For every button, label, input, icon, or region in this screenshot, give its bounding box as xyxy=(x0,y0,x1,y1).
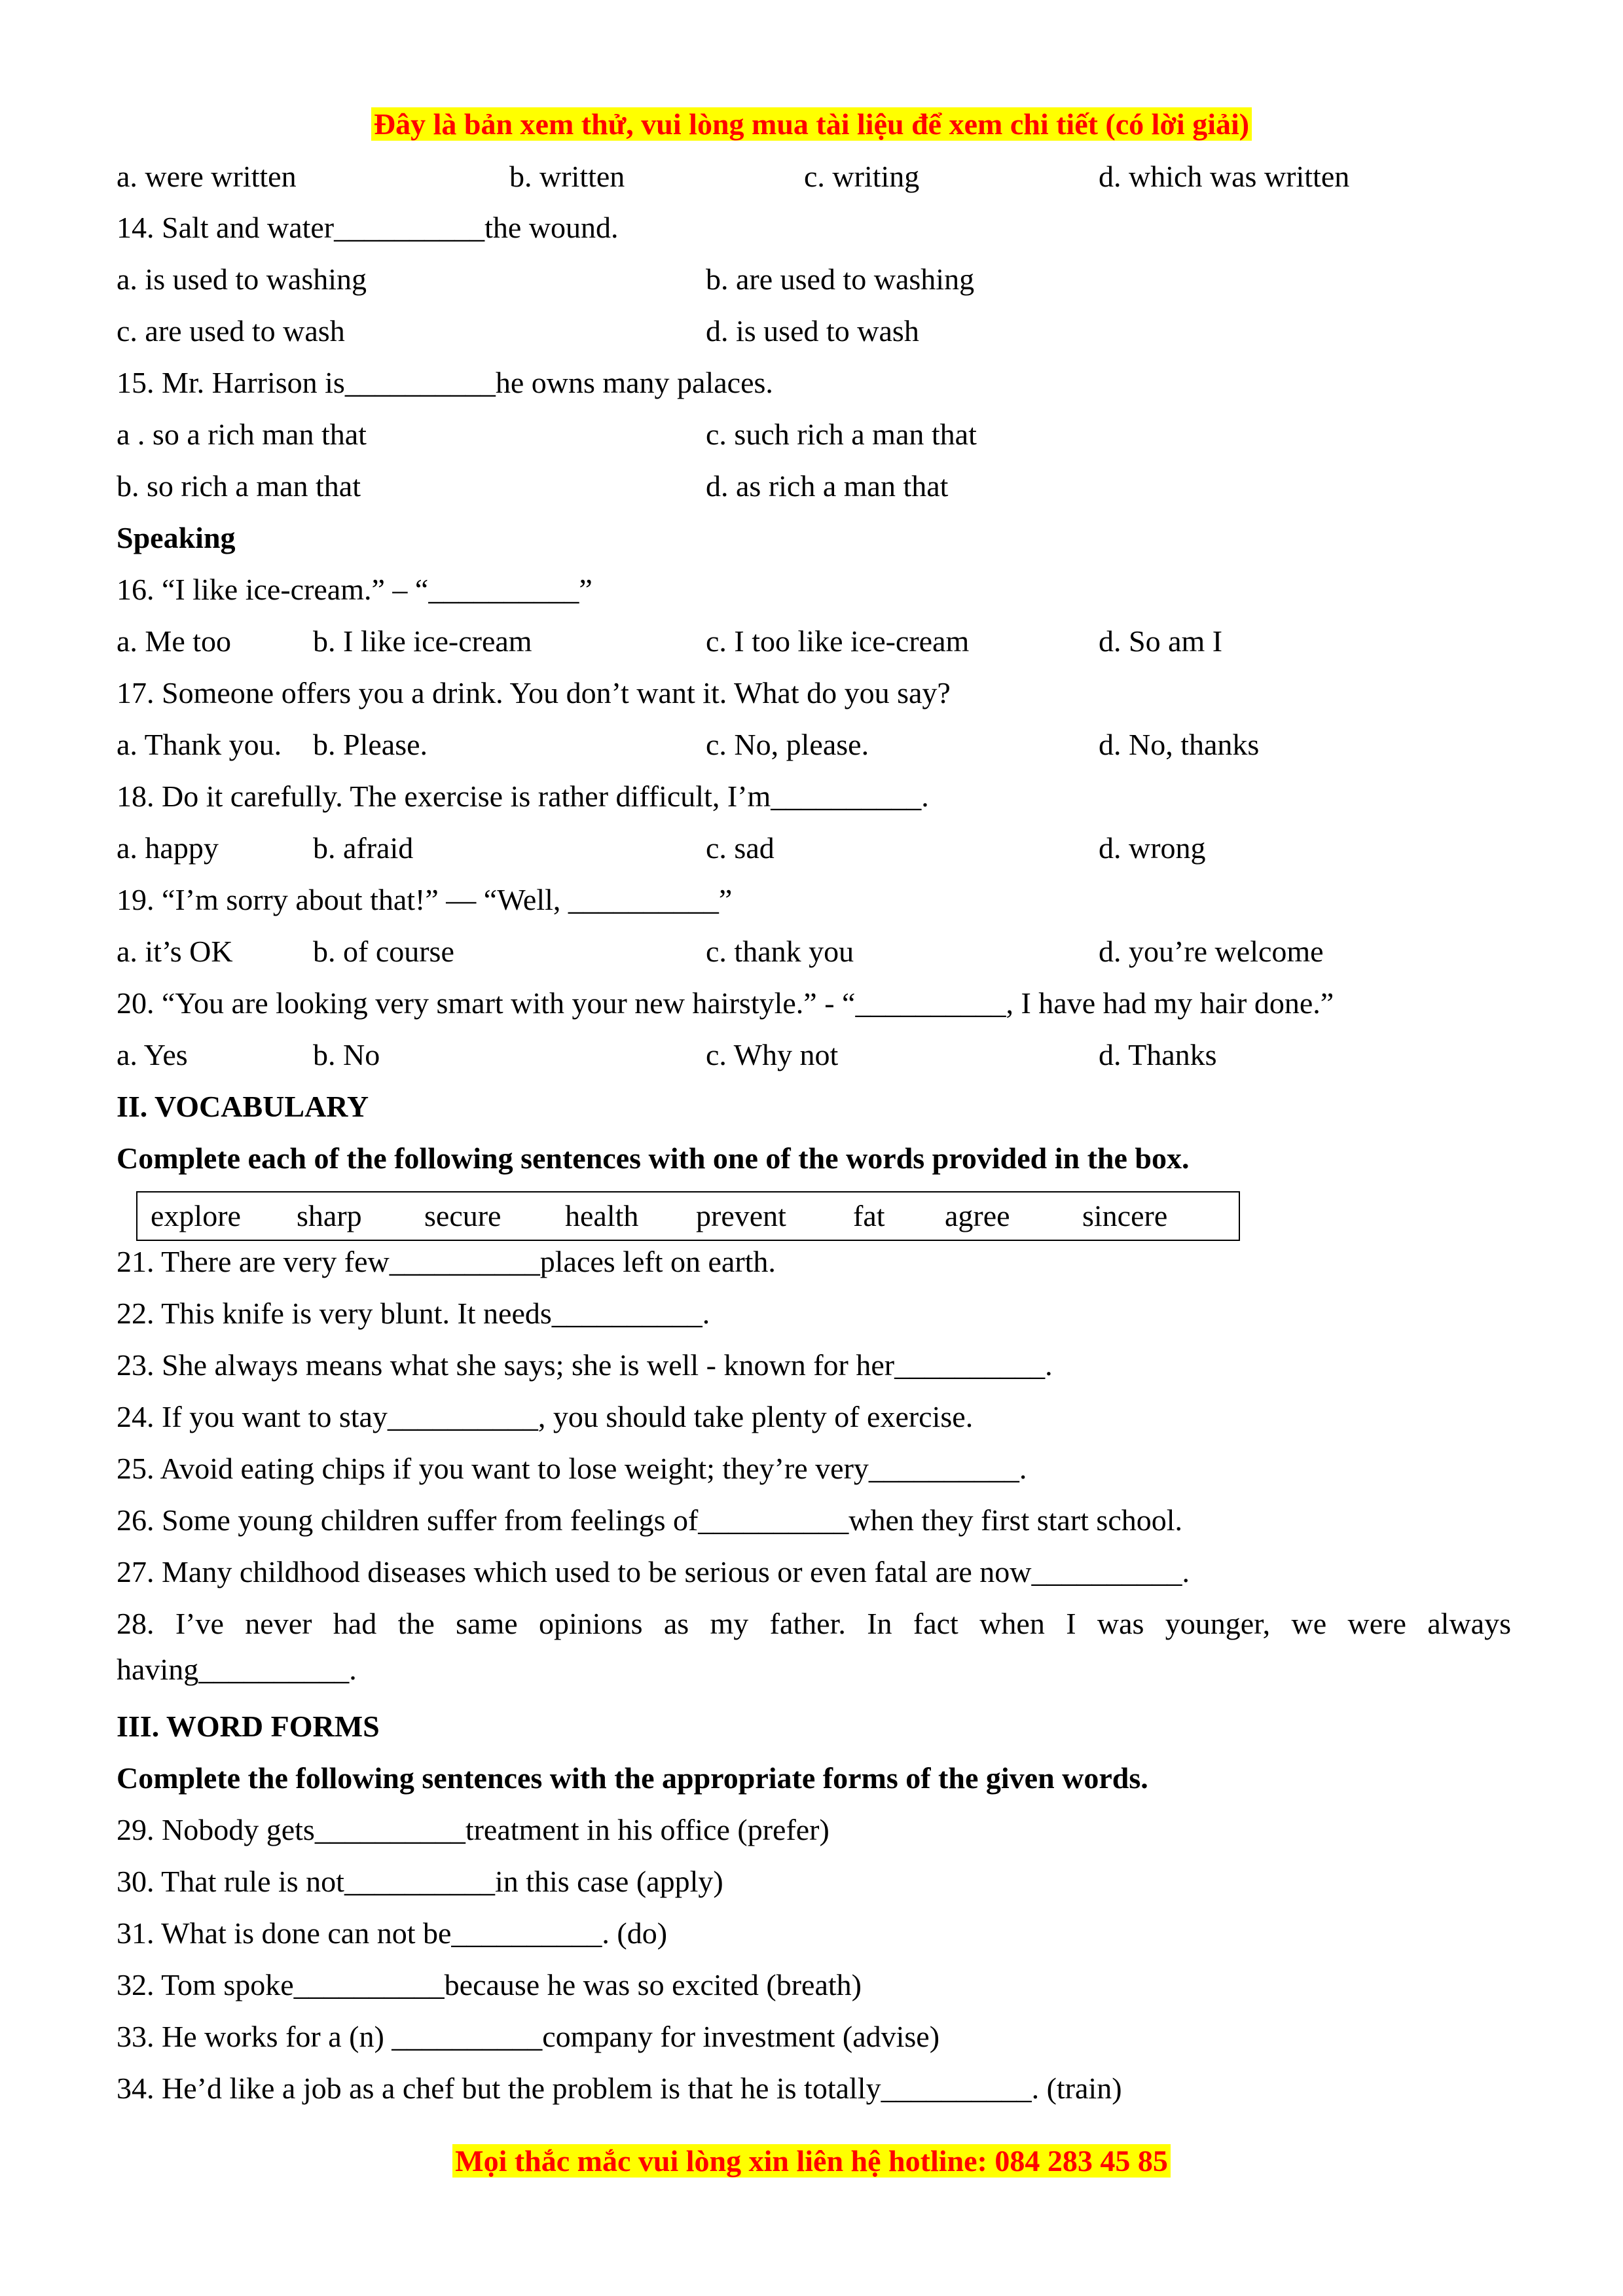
vocab-item-28: 28. I’ve never had the same opinions as my father. In fact when I was younger, we were always having__________. xyxy=(117,1607,1511,1686)
q16-option-a: a. Me too xyxy=(117,624,232,658)
hotline-banner xyxy=(0,2142,1623,2181)
q14-option-b: b. are used to washing xyxy=(706,262,975,296)
word-form-item-34: 34. He’d like a job as a chef but the problem is that he is totally__________. (train) xyxy=(117,2072,1122,2105)
word-form-item-31: 31. What is done can not be__________. (do) xyxy=(117,1916,668,1950)
q18-option-a: a. happy xyxy=(117,831,219,865)
q15-option-d: d. as rich a man that xyxy=(706,469,949,503)
word-box-item: fat xyxy=(853,1199,885,1232)
q14-option-c: c. are used to wash xyxy=(117,314,345,348)
q18-option-d: d. wrong xyxy=(1099,831,1206,865)
q13-option-c: c. writing xyxy=(804,160,920,193)
q19-option-a: a. it’s OK xyxy=(117,935,233,968)
q17-option-c: c. No, please. xyxy=(706,728,869,761)
q17-option-d: d. No, thanks xyxy=(1099,728,1260,761)
word-forms-heading: III. WORD FORMS xyxy=(117,1710,380,1743)
q14-option-a: a. is used to washing xyxy=(117,262,367,296)
word-form-item-33: 33. He works for a (n) __________company for investment (advise) xyxy=(117,2020,940,2053)
vocab-item-23: 23. She always means what she says; she is well - known for her__________. xyxy=(117,1348,1053,1382)
hotline-banner-text: Mọi thắc mắc vui lòng xin liên hệ hotline: 084 283 45 85 xyxy=(452,2144,1171,2178)
q19-stem: 19. “I’m sorry about that!” — “Well, __________” xyxy=(117,883,733,916)
vocab-item-24: 24. If you want to stay__________, you should take plenty of exercise. xyxy=(117,1400,974,1433)
preview-banner-text: Đây là bản xem thử, vui lòng mua tài liệu để xem chi tiết (có lời giải) xyxy=(371,107,1252,141)
word-box xyxy=(136,1191,1240,1241)
q14-stem: 14. Salt and water__________the wound. xyxy=(117,211,619,244)
q16-stem: 16. “I like ice-cream.” – “__________” xyxy=(117,573,593,606)
q15-option-c: c. such rich a man that xyxy=(706,418,977,451)
vocabulary-instruction: Complete each of the following sentences with one of the words provided in the box. xyxy=(117,1141,1190,1175)
preview-banner xyxy=(0,105,1623,144)
q19-option-c: c. thank you xyxy=(706,935,854,968)
word-box-item: explore xyxy=(151,1199,241,1232)
q16-option-c: c. I too like ice-cream xyxy=(706,624,970,658)
q14-option-d: d. is used to wash xyxy=(706,314,919,348)
q15-option-a: a . so a rich man that xyxy=(117,418,367,451)
vocab-item-22: 22. This knife is very blunt. It needs__________. xyxy=(117,1297,710,1330)
word-form-item-32: 32. Tom spoke__________because he was so excited (breath) xyxy=(117,1968,862,2001)
q13-option-a: a. were written xyxy=(117,160,297,193)
word-form-item-30: 30. That rule is not__________in this case (apply) xyxy=(117,1865,723,1898)
q17-option-a: a. Thank you. xyxy=(117,728,282,761)
word-box-item: sincere xyxy=(1082,1199,1168,1232)
q20-option-c: c. Why not xyxy=(706,1038,839,1071)
q15-option-b: b. so rich a man that xyxy=(117,469,361,503)
q19-option-b: b. of course xyxy=(313,935,454,968)
q18-option-c: c. sad xyxy=(706,831,775,865)
q18-stem: 18. Do it carefully. The exercise is rather difficult, I’m__________. xyxy=(117,780,929,813)
q13-option-d: d. which was written xyxy=(1099,160,1350,193)
q16-option-d: d. So am I xyxy=(1099,624,1223,658)
word-box-item: health xyxy=(565,1199,639,1232)
vocab-item-21: 21. There are very few__________places left on earth. xyxy=(117,1245,776,1278)
speaking-heading: Speaking xyxy=(117,521,236,554)
vocab-item-26: 26. Some young children suffer from feelings of__________when they first start school. xyxy=(117,1503,1183,1537)
word-box-item: secure xyxy=(424,1199,501,1232)
vocabulary-heading: II. VOCABULARY xyxy=(117,1090,369,1123)
word-box-item: sharp xyxy=(297,1199,362,1232)
q15-stem: 15. Mr. Harrison is__________he owns many palaces. xyxy=(117,366,773,399)
q17-option-b: b. Please. xyxy=(313,728,428,761)
q20-option-b: b. No xyxy=(313,1038,380,1071)
q20-option-d: d. Thanks xyxy=(1099,1038,1217,1071)
word-box-item: agree xyxy=(945,1199,1010,1232)
vocab-item-25: 25. Avoid eating chips if you want to lose weight; they’re very__________. xyxy=(117,1452,1027,1485)
q17-stem: 17. Someone offers you a drink. You don’t want it. What do you say? xyxy=(117,676,951,709)
q20-option-a: a. Yes xyxy=(117,1038,188,1071)
word-form-item-29: 29. Nobody gets__________treatment in his office (prefer) xyxy=(117,1813,830,1846)
word-box-item: prevent xyxy=(696,1199,786,1232)
q19-option-d: d. you’re welcome xyxy=(1099,935,1324,968)
q13-option-b: b. written xyxy=(509,160,625,193)
q20-stem: 20. “You are looking very smart with your new hairstyle.” - “__________, I have had my hair done.” xyxy=(117,986,1334,1020)
q18-option-b: b. afraid xyxy=(313,831,414,865)
q16-option-b: b. I like ice-cream xyxy=(313,624,532,658)
word-forms-instruction: Complete the following sentences with the appropriate forms of the given words. xyxy=(117,1761,1148,1795)
vocab-item-27: 27. Many childhood diseases which used to be serious or even fatal are now__________. xyxy=(117,1555,1190,1588)
